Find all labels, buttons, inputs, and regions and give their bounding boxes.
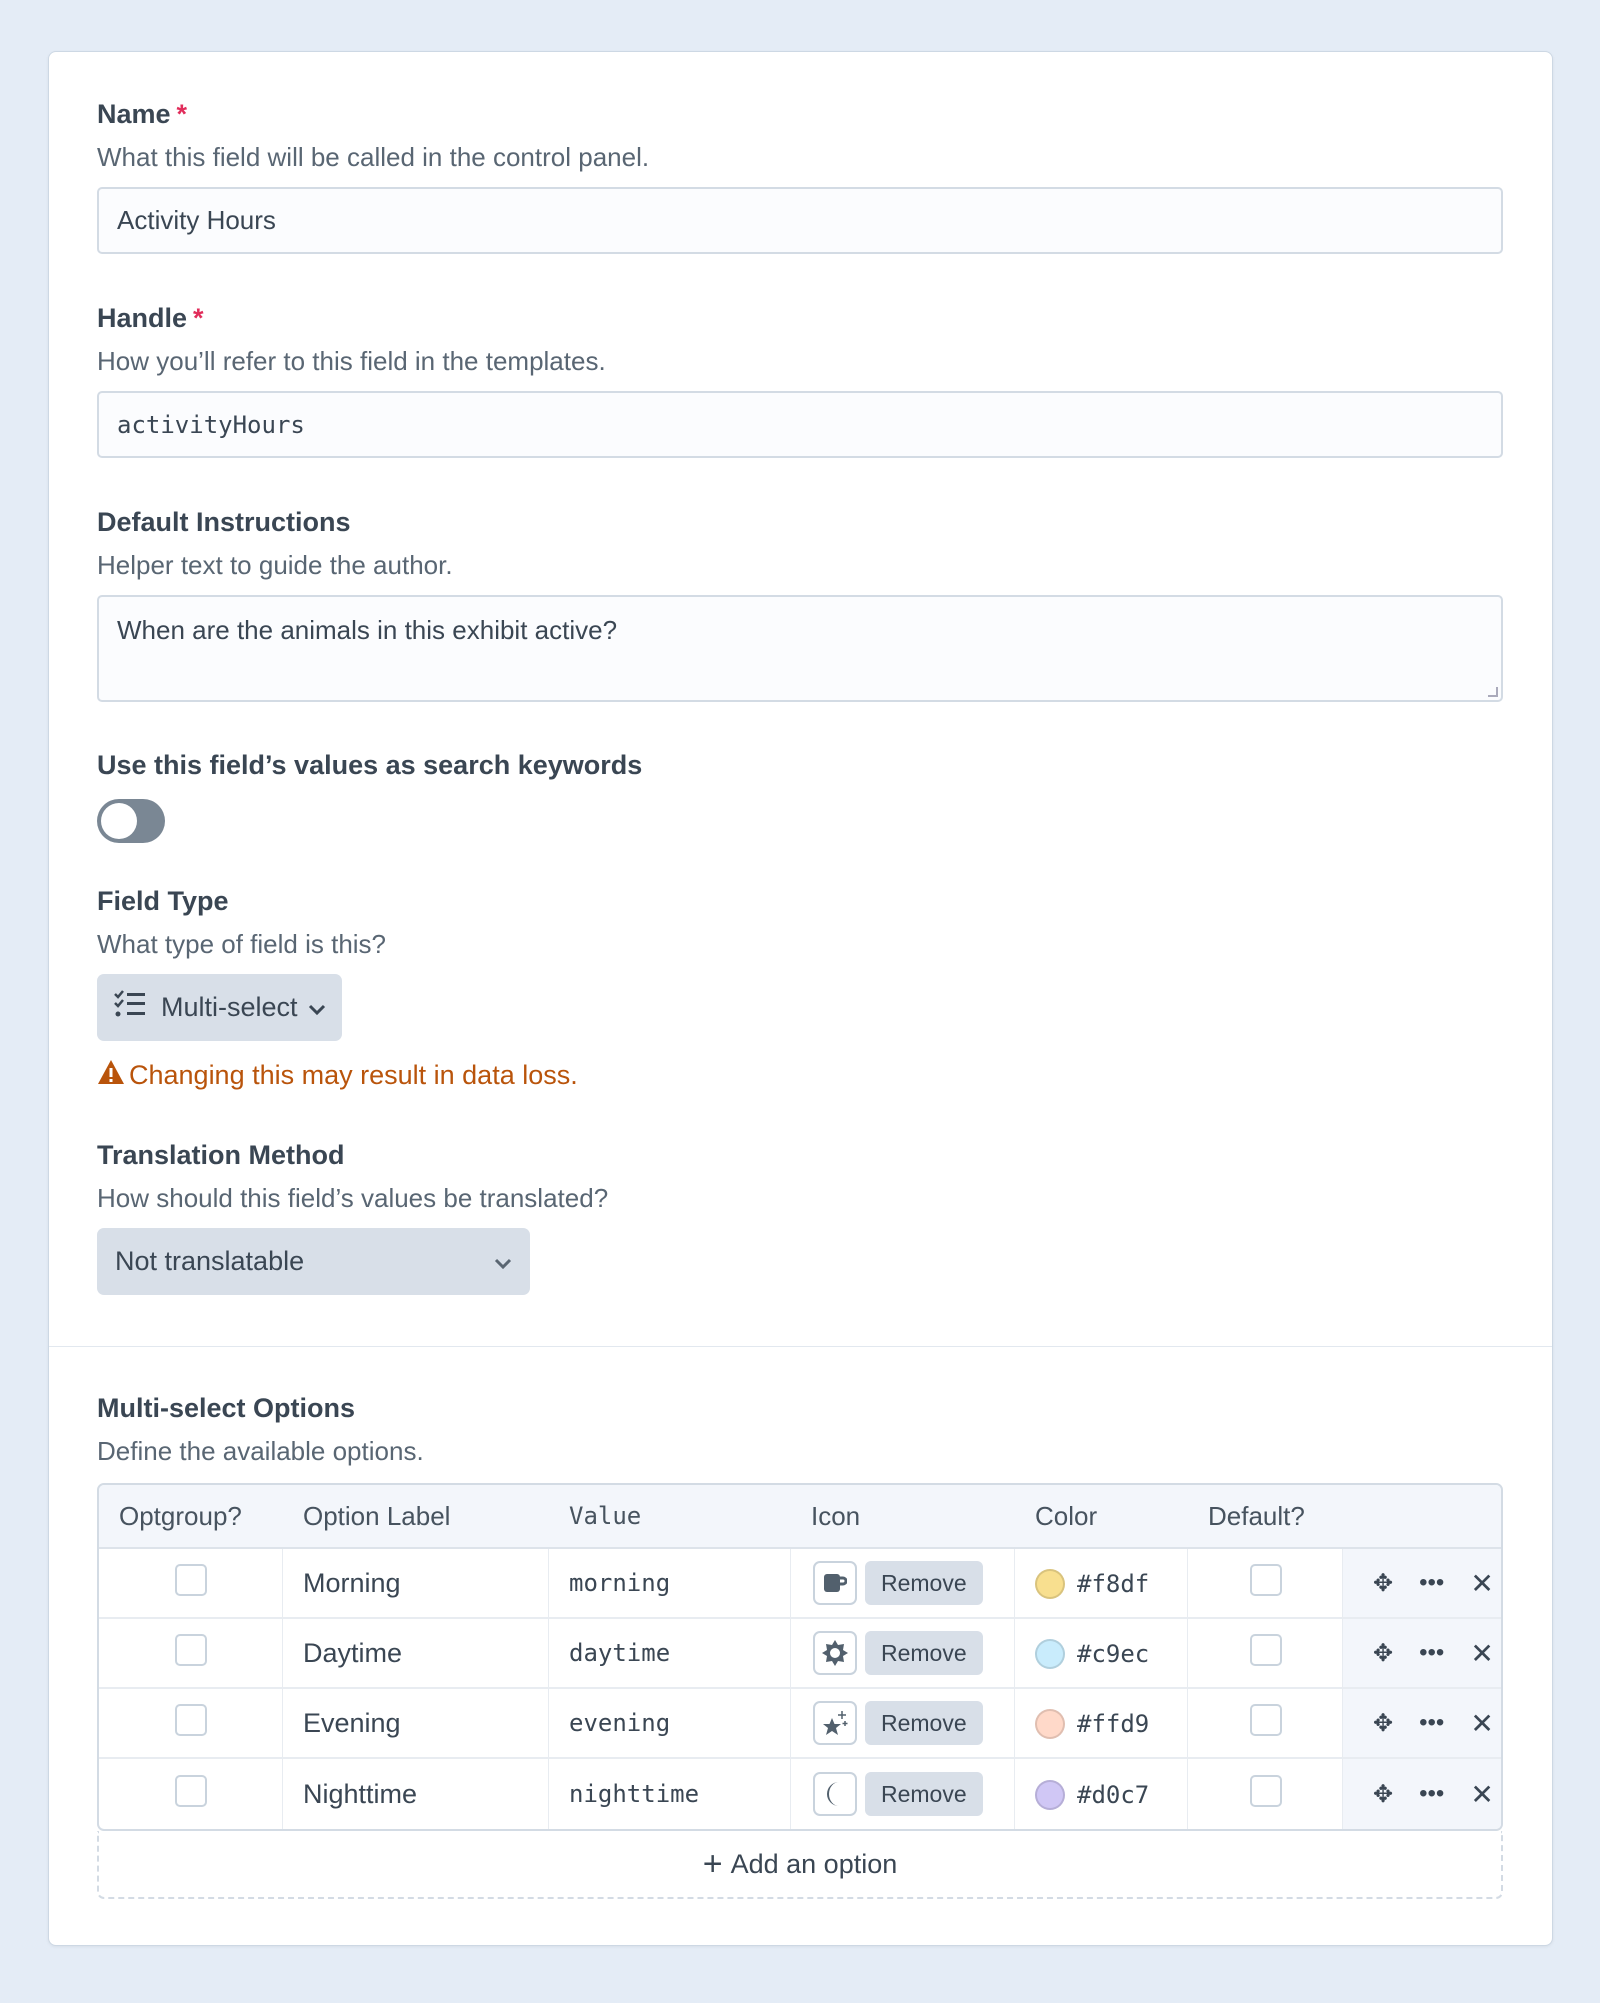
- option-row: [99, 1619, 1501, 1689]
- remove-icon-button[interactable]: Remove: [865, 1561, 983, 1605]
- field-type-field: [97, 886, 1503, 1092]
- color-cell[interactable]: [1015, 1619, 1188, 1689]
- color-cell[interactable]: [1015, 1759, 1188, 1829]
- column-header: Icon: [791, 1485, 1015, 1549]
- option-value-cell[interactable]: morning: [549, 1549, 791, 1619]
- option-label-cell[interactable]: Daytime: [283, 1619, 549, 1689]
- translation-label: Translation Method: [97, 1140, 345, 1170]
- more-icon[interactable]: •••: [1419, 1639, 1445, 1666]
- section-divider: [49, 1346, 1552, 1347]
- moon-icon[interactable]: [813, 1772, 857, 1816]
- color-cell[interactable]: [1015, 1549, 1188, 1619]
- star-sparkle-icon[interactable]: [813, 1701, 857, 1745]
- delete-icon[interactable]: ✕: [1470, 1707, 1494, 1739]
- translation-help: How should this field’s values be translated?: [97, 1183, 609, 1213]
- field-type-value: Multi-select: [161, 992, 298, 1022]
- color-hex: #ffd9: [1077, 1709, 1150, 1738]
- column-header: Optgroup?: [99, 1485, 283, 1549]
- field-type-label: Field Type: [97, 886, 229, 916]
- field-type-help: What type of field is this?: [97, 929, 387, 959]
- chevron-down-icon: [308, 992, 326, 1023]
- instructions-textarea[interactable]: [97, 595, 1503, 702]
- required-asterisk: *: [193, 303, 204, 333]
- add-option-button[interactable]: [97, 1831, 1503, 1899]
- field-settings-card: [48, 51, 1553, 1946]
- more-icon[interactable]: •••: [1419, 1709, 1445, 1736]
- required-asterisk: *: [176, 99, 188, 129]
- name-label: Name *: [97, 99, 188, 129]
- option-label-cell[interactable]: Morning: [283, 1549, 549, 1619]
- option-value-cell[interactable]: nighttime: [549, 1759, 791, 1829]
- options-help: Define the available options.: [97, 1436, 424, 1466]
- color-hex: #d0c7: [1077, 1780, 1150, 1809]
- options-section: [97, 1393, 1503, 1899]
- optgroup-checkbox[interactable]: [175, 1775, 207, 1807]
- default-checkbox[interactable]: [1250, 1634, 1282, 1666]
- column-header: Option Label: [283, 1485, 549, 1549]
- mug-icon[interactable]: [813, 1561, 857, 1605]
- color-hex: #f8df: [1077, 1569, 1150, 1598]
- column-header: Default?: [1188, 1485, 1343, 1549]
- search-keywords-label: Use this field’s values as search keywords: [97, 750, 643, 780]
- default-checkbox[interactable]: [1250, 1704, 1282, 1736]
- translation-value: Not translatable: [115, 1246, 305, 1276]
- option-row: [99, 1549, 1501, 1619]
- color-cell[interactable]: [1015, 1689, 1188, 1759]
- option-row: [99, 1689, 1501, 1759]
- delete-icon[interactable]: ✕: [1470, 1637, 1494, 1669]
- options-label: Multi-select Options: [97, 1393, 356, 1423]
- move-icon[interactable]: ✥: [1373, 1709, 1394, 1737]
- color-swatch[interactable]: [1035, 1569, 1065, 1599]
- delete-icon[interactable]: ✕: [1470, 1778, 1494, 1810]
- option-value-cell[interactable]: daytime: [549, 1619, 791, 1689]
- column-header: Value: [549, 1485, 791, 1549]
- remove-icon-button[interactable]: Remove: [865, 1631, 983, 1675]
- column-header: Color: [1015, 1485, 1188, 1549]
- move-icon[interactable]: ✥: [1373, 1639, 1394, 1667]
- more-icon[interactable]: •••: [1419, 1569, 1445, 1596]
- more-icon[interactable]: •••: [1419, 1780, 1445, 1807]
- translation-select[interactable]: [97, 1228, 530, 1295]
- search-keywords-field: [97, 750, 1503, 843]
- name-help: What this field will be called in the control panel.: [97, 142, 650, 172]
- options-table: [97, 1483, 1503, 1831]
- handle-field: [97, 303, 1503, 458]
- color-swatch[interactable]: [1035, 1639, 1065, 1669]
- handle-help: How you’ll refer to this field in the templates.: [97, 346, 606, 376]
- handle-input[interactable]: activityHours: [97, 391, 1503, 458]
- optgroup-checkbox[interactable]: [175, 1704, 207, 1736]
- move-icon[interactable]: ✥: [1373, 1780, 1394, 1808]
- checklist-icon: [113, 990, 147, 1025]
- default-checkbox[interactable]: [1250, 1775, 1282, 1807]
- sun-icon[interactable]: [813, 1631, 857, 1675]
- option-label-cell[interactable]: Evening: [283, 1689, 549, 1759]
- chevron-down-icon: [494, 1246, 512, 1277]
- optgroup-checkbox[interactable]: [175, 1634, 207, 1666]
- option-label-cell[interactable]: Nighttime: [283, 1759, 549, 1829]
- resize-handle[interactable]: [1488, 687, 1498, 697]
- remove-icon-button[interactable]: Remove: [865, 1772, 983, 1816]
- color-hex: #c9ec: [1077, 1639, 1150, 1668]
- translation-field: [97, 1140, 1503, 1295]
- optgroup-checkbox[interactable]: [175, 1564, 207, 1596]
- color-swatch[interactable]: [1035, 1780, 1065, 1810]
- instructions-label: Default Instructions: [97, 507, 351, 537]
- field-type-select[interactable]: [97, 974, 342, 1041]
- option-value-cell[interactable]: evening: [549, 1689, 791, 1759]
- add-option-label: Add an option: [730, 1848, 898, 1879]
- warning-text: Changing this may result in data loss.: [129, 1060, 578, 1090]
- search-keywords-toggle[interactable]: [97, 799, 165, 843]
- color-swatch[interactable]: [1035, 1709, 1065, 1739]
- instructions-help: Helper text to guide the author.: [97, 550, 453, 580]
- handle-label: Handle *: [97, 303, 204, 333]
- instructions-value: When are the animals in this exhibit active?: [117, 615, 618, 645]
- column-header-actions: [1343, 1485, 1501, 1549]
- option-row: [99, 1759, 1501, 1829]
- name-field: [97, 99, 1503, 254]
- move-icon[interactable]: ✥: [1373, 1569, 1394, 1597]
- data-loss-warning: [97, 1059, 1503, 1092]
- remove-icon-button[interactable]: Remove: [865, 1701, 983, 1745]
- instructions-field: [97, 507, 1503, 702]
- default-checkbox[interactable]: [1250, 1564, 1282, 1596]
- delete-icon[interactable]: ✕: [1470, 1567, 1494, 1599]
- warning-icon: [97, 1059, 125, 1092]
- name-input[interactable]: Activity Hours: [97, 187, 1503, 254]
- plus-icon: +: [702, 1844, 723, 1883]
